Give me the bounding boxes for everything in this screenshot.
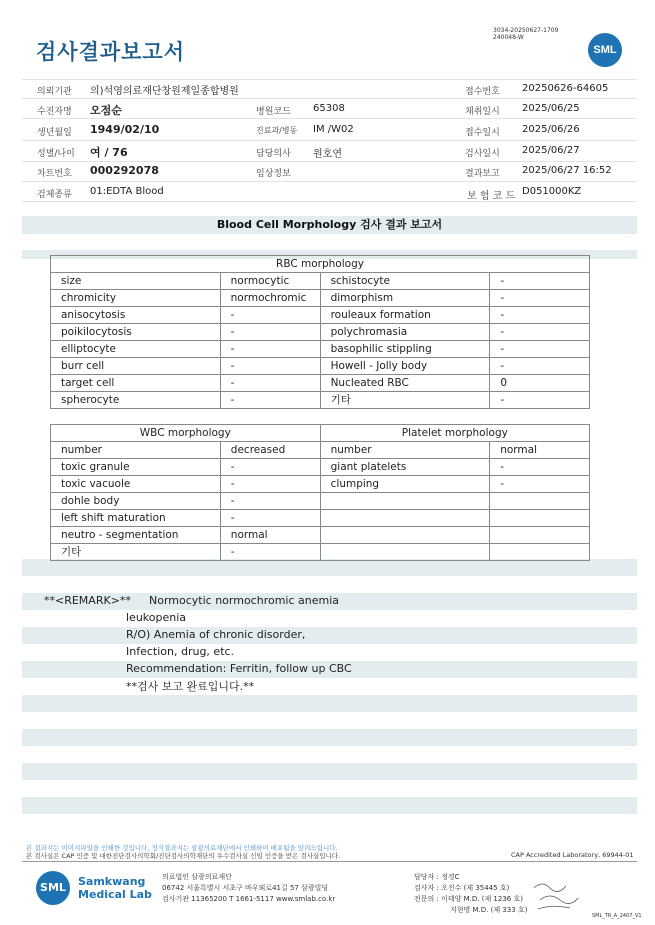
rbc-table-header: RBC morphology [51, 256, 590, 273]
specimen-label: 검체종류 [37, 190, 72, 200]
remark-line: Normocytic normochromic anemia [149, 594, 340, 607]
document-number-line1: 3034-20250627-1709 [493, 27, 559, 34]
table-cell: clumping [320, 476, 490, 493]
table-cell: - [490, 392, 590, 409]
footer-notice: 본 결과지는 이미지파일을 인쇄한 것입니다. 정식결과지는 삼광의료재단에서 인쇄하여 배포됨을 알려드립니다. [26, 844, 338, 852]
table-cell: - [490, 358, 590, 375]
staff-line: 담당자 : 정경C [414, 873, 460, 881]
page-title: 검사결과보고서 [36, 40, 186, 64]
table-cell: normal [220, 527, 320, 544]
table-cell [320, 527, 490, 544]
divider [22, 201, 637, 202]
receipt-no-label: 접수번호 [465, 87, 500, 97]
table-row [51, 307, 590, 324]
dept-label: 진료과/병동 [256, 126, 298, 135]
table-row [51, 442, 590, 459]
table-cell: polychromasia [320, 324, 490, 341]
signature-icon [530, 878, 585, 913]
table-row [51, 392, 590, 409]
table-cell: dohle body [51, 493, 221, 510]
row-band [22, 627, 637, 644]
sex-age-value: 여 / 76 [90, 146, 128, 159]
table-cell [490, 527, 590, 544]
table-cell: number [51, 442, 221, 459]
wbc-platelet-morphology-table [50, 424, 590, 561]
table-row [51, 375, 590, 392]
remark-line: Recommendation: Ferritin, follow up CBC [126, 662, 352, 675]
table-row [51, 527, 590, 544]
row-band [22, 763, 637, 780]
table-cell: - [220, 375, 320, 392]
name-value: 오점순 [90, 104, 122, 117]
divider [22, 118, 637, 119]
insurance-code-label: 보 험 코 드 [467, 191, 516, 202]
table-cell: size [51, 273, 221, 290]
document-number-line2: 240048-W [493, 34, 524, 41]
divider [22, 79, 637, 80]
result-date-value: 2025/06/27 16:52 [522, 165, 612, 176]
remark-line: leukopenia [126, 611, 187, 624]
remark-line: **검사 보고 완료입니다.** [126, 680, 255, 693]
table-cell [490, 493, 590, 510]
table-cell: number [320, 442, 490, 459]
table-cell: basophilic stippling [320, 341, 490, 358]
table-row [51, 290, 590, 307]
table-cell: - [220, 476, 320, 493]
row-band [22, 797, 637, 814]
table-cell: rouleaux formation [320, 307, 490, 324]
collect-date-value: 2025/06/25 [522, 103, 580, 114]
table-cell: poikilocytosis [51, 324, 221, 341]
table-cell: - [490, 290, 590, 307]
test-date-value: 2025/06/27 [522, 145, 580, 156]
hospital-code-value: 65308 [313, 103, 345, 114]
table-cell: normal [490, 442, 590, 459]
table-cell: - [490, 324, 590, 341]
table-cell: - [490, 476, 590, 493]
table-cell: - [220, 324, 320, 341]
table-cell: elliptocyte [51, 341, 221, 358]
table-cell: - [220, 544, 320, 561]
platelet-table-header: Platelet morphology [320, 425, 589, 442]
table-cell: 0 [490, 375, 590, 392]
report-title: Blood Cell Morphology 검사 결과 보고서 [22, 216, 637, 234]
rbc-morphology-table [50, 255, 590, 409]
row-band [22, 559, 637, 576]
table-cell: 기타 [51, 544, 221, 561]
sex-age-label: 성별/나이 [37, 149, 75, 159]
table-row [51, 324, 590, 341]
table-row [51, 493, 590, 510]
table-cell: - [220, 341, 320, 358]
cap-accreditation: CAP Accredited Laboratory, 69944-01 [511, 851, 634, 859]
table-cell: normocytic [220, 273, 320, 290]
divider [22, 98, 637, 99]
footer-notice: 본 검사실은 CAP 인증 및 대한진단검사의학회/진단검사의학재단의 우수검사실 신임 인증을 받은 검사실입니다. [26, 852, 341, 860]
brand-name-line2: Medical Lab [78, 888, 152, 901]
table-cell: - [490, 273, 590, 290]
row-band [22, 729, 637, 746]
table-row [51, 510, 590, 527]
table-cell [490, 544, 590, 561]
form-code: SML_TR_A_2407_V1 [592, 913, 642, 919]
doctor-label: 담당의사 [256, 149, 291, 159]
table-cell: - [490, 341, 590, 358]
institution-label: 의뢰기관 [37, 87, 72, 97]
table-cell: chromicity [51, 290, 221, 307]
birth-value: 1949/02/10 [90, 123, 160, 136]
table-cell [320, 493, 490, 510]
birth-label: 생년월일 [37, 128, 72, 138]
receipt-no-value: 20250626-64605 [522, 83, 609, 94]
table-cell: - [220, 493, 320, 510]
org-contact: 검사기관 11365200 T 1661-5117 www.smlab.co.kr [162, 895, 336, 903]
wbc-table-header: WBC morphology [51, 425, 321, 442]
divider [22, 140, 637, 141]
table-cell: neutro - segmentation [51, 527, 221, 544]
org-address: 06742 서울특별시 서초구 바우뫼로41길 57 삼광빌딩 [162, 884, 329, 892]
table-cell: burr cell [51, 358, 221, 375]
table-cell [490, 510, 590, 527]
table-cell: left shift maturation [51, 510, 221, 527]
sml-footer-logo: SML [36, 871, 70, 905]
table-row [51, 544, 590, 561]
table-cell: Howell - Jolly body [320, 358, 490, 375]
table-cell: - [490, 459, 590, 476]
result-date-label: 결과보고 [465, 169, 500, 179]
chart-no-label: 차트번호 [37, 169, 72, 179]
divider [22, 161, 637, 162]
table-cell: dimorphism [320, 290, 490, 307]
table-row [51, 358, 590, 375]
table-cell: - [220, 392, 320, 409]
divider [22, 181, 637, 182]
clinical-info-label: 임상정보 [256, 169, 291, 179]
remark-line: Infection, drug, etc. [126, 645, 235, 658]
table-cell: - [220, 459, 320, 476]
institution-value: 의)석영의료재단창원제일종합병원 [90, 86, 239, 97]
name-label: 수진자명 [37, 107, 72, 117]
table-row [51, 273, 590, 290]
table-row [51, 459, 590, 476]
table-cell: toxic granule [51, 459, 221, 476]
dept-value: IM /W02 [313, 124, 354, 135]
document-number [493, 27, 558, 41]
chart-no-value: 000292078 [90, 164, 159, 177]
row-band [22, 695, 637, 712]
insurance-code-value: D051000KZ [522, 186, 582, 197]
test-date-label: 검사일시 [465, 149, 500, 159]
staff-line: 지현명 M.D. (제 333 호) [450, 906, 528, 914]
table-cell: 기타 [320, 392, 490, 409]
table-cell: decreased [220, 442, 320, 459]
sml-logo: SML [588, 33, 622, 67]
table-cell: toxic vacuole [51, 476, 221, 493]
table-cell: - [220, 307, 320, 324]
table-cell: schistocyte [320, 273, 490, 290]
collect-date-label: 채취일시 [465, 107, 500, 117]
table-cell [320, 544, 490, 561]
staff-line: 전문의 : 이태양 M.D. (제 1236 호) [414, 895, 523, 903]
table-row [51, 476, 590, 493]
receipt-date-label: 접수일시 [465, 128, 500, 138]
table-cell [320, 510, 490, 527]
specimen-value: 01:EDTA Blood [90, 186, 164, 197]
remark-label: **<REMARK>** [44, 594, 131, 607]
doctor-value: 원호연 [313, 149, 342, 160]
table-cell: giant platelets [320, 459, 490, 476]
table-cell: normochromic [220, 290, 320, 307]
table-cell: - [490, 307, 590, 324]
table-cell: anisocytosis [51, 307, 221, 324]
brand-name-line1: Samkwang [78, 875, 146, 888]
org-name: 의료법인 삼광의료재단 [162, 873, 232, 881]
table-cell: - [220, 358, 320, 375]
table-row [51, 341, 590, 358]
table-cell: target cell [51, 375, 221, 392]
table-cell: spherocyte [51, 392, 221, 409]
brand-name [78, 875, 152, 901]
table-cell: Nucleated RBC [320, 375, 490, 392]
divider [22, 861, 637, 862]
receipt-date-value: 2025/06/26 [522, 124, 580, 135]
remark-line: R/O) Anemia of chronic disorder, [126, 628, 306, 641]
staff-line: 검사자 : 오진수 (제 35445 호) [414, 884, 510, 892]
hospital-code-label: 병원코드 [256, 107, 291, 117]
table-cell: - [220, 510, 320, 527]
